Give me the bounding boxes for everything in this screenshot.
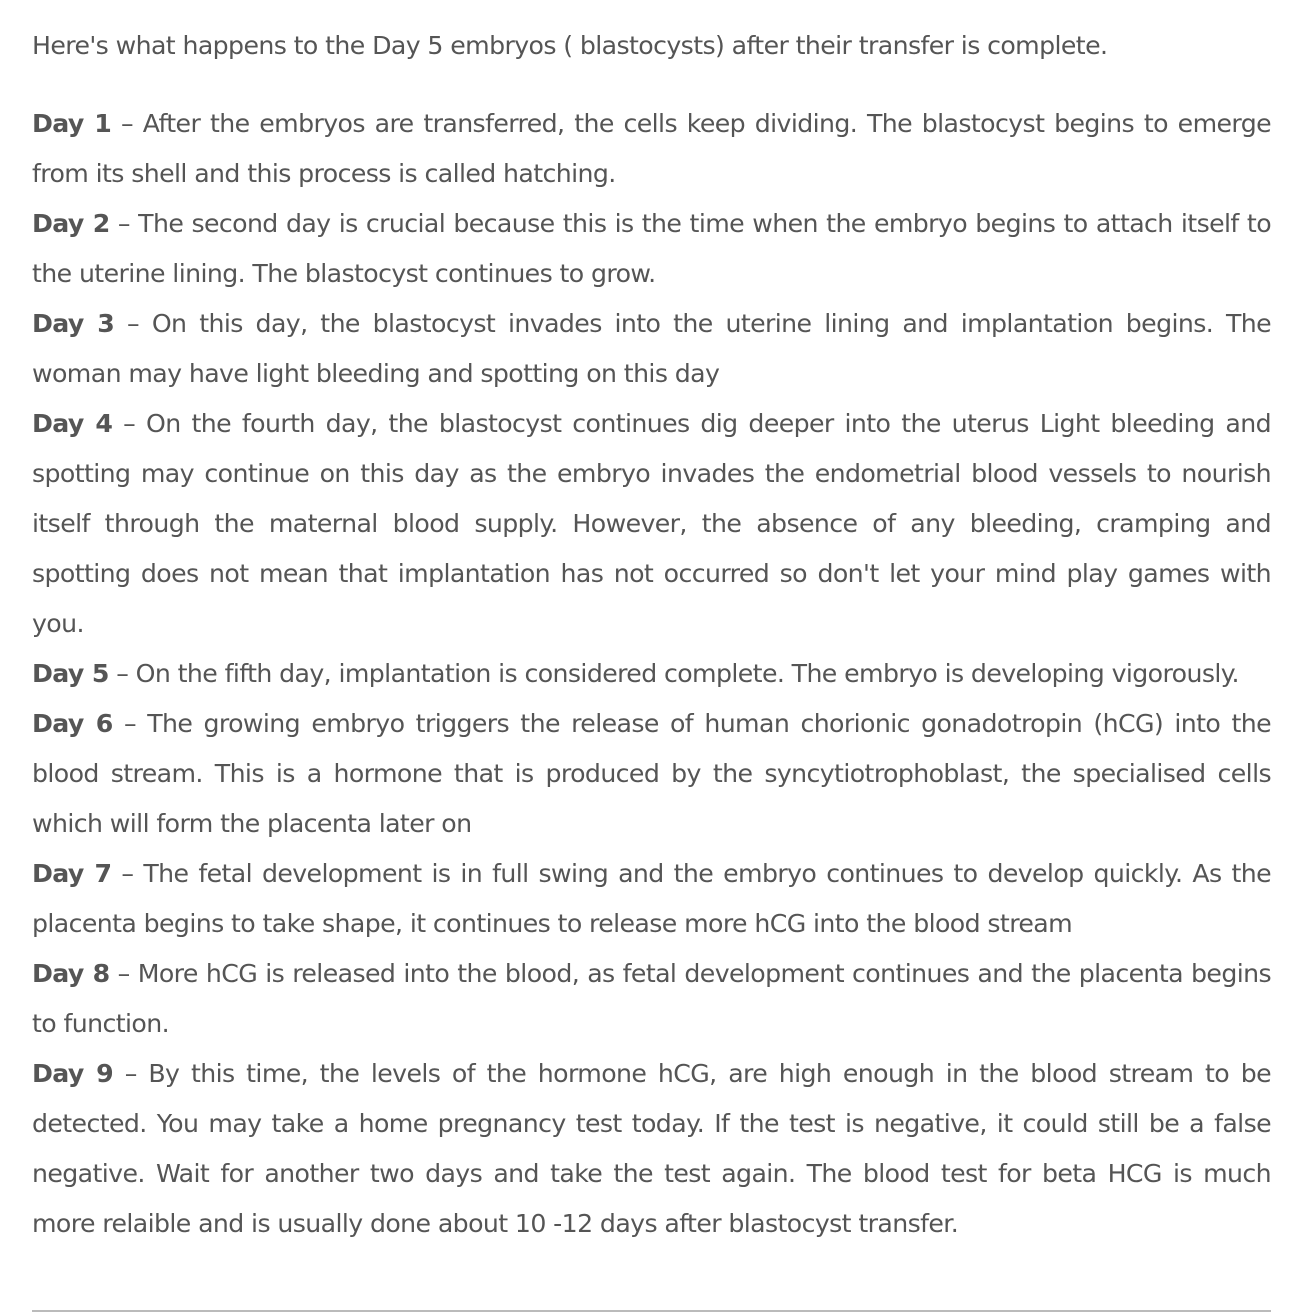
day-1-label: Day 1 [32, 109, 112, 138]
day-5-text: – On the fifth day, implantation is considered complete. The embryo is developing vigorously. [108, 659, 1239, 688]
day-4-text: – On the fourth day, the blastocyst continues dig deeper into the uterus Light bleeding and spotting may continue on this day as the embryo invades the endometrial blood vessels to nourish itself through the maternal blood supply. However, the absence of any bleeding, cramping and spotting does not mean that implantation has not occurred so don't let your mind play games with you. [32, 409, 1271, 638]
day-4-paragraph [32, 399, 1271, 649]
day-6-paragraph [32, 699, 1271, 849]
day-6-text: – The growing embryo triggers the release of human chorionic gonadotropin (hCG) into the blood stream. This is a hormone that is produced by the syncytiotrophoblast, the specialised cells which will form the placenta later on [32, 709, 1272, 838]
day-2-paragraph [32, 199, 1271, 299]
day-8-paragraph [32, 949, 1271, 1049]
day-2-label: Day 2 [32, 209, 110, 238]
day-9-text: – By this time, the levels of the hormone hCG, are high enough in the blood stream to be detected. You may take a home pregnancy test today. If the test is negative, it could still be a false negative. Wait for another two days and take the test again. The blood test for beta HCG is much more relaible and is usually done about 10 -12 days after blastocyst transfer. [32, 1059, 1272, 1238]
day-1-text: – After the embryos are transferred, the cells keep dividing. The blastocyst begins to emerge from its shell and this process is called hatching. [32, 109, 1271, 188]
bottom-divider [32, 1310, 1271, 1312]
day-3-paragraph [32, 299, 1271, 399]
day-3-label: Day 3 [32, 309, 115, 338]
day-6-label: Day 6 [32, 709, 113, 738]
article-content [32, 21, 1271, 1249]
day-7-label: Day 7 [32, 859, 112, 888]
day-2-text: – The second day is crucial because this is the time when the embryo begins to attach itself to the uterine lining. The blastocyst continues to grow. [32, 209, 1271, 288]
day-5-paragraph [32, 649, 1271, 699]
day-4-label: Day 4 [32, 409, 113, 438]
day-8-text: – More hCG is released into the blood, as fetal development continues and the placenta begins to function. [32, 959, 1271, 1038]
day-1-paragraph [32, 99, 1271, 199]
day-7-text: – The fetal development is in full swing and the embryo continues to develop quickly. As the placenta begins to take shape, it continues to release more hCG into the blood stream [32, 859, 1272, 938]
day-5-label: Day 5 [32, 659, 109, 688]
day-9-label: Day 9 [32, 1059, 114, 1088]
day-8-label: Day 8 [32, 959, 110, 988]
intro-paragraph: Here's what happens to the Day 5 embryos ( blastocysts) after their transfer is complete. [32, 31, 1108, 60]
day-7-paragraph [32, 849, 1271, 949]
day-9-paragraph [32, 1049, 1271, 1249]
day-3-text: – On this day, the blastocyst invades into the uterine lining and implantation begins. The woman may have light bleeding and spotting on this day [32, 309, 1271, 388]
